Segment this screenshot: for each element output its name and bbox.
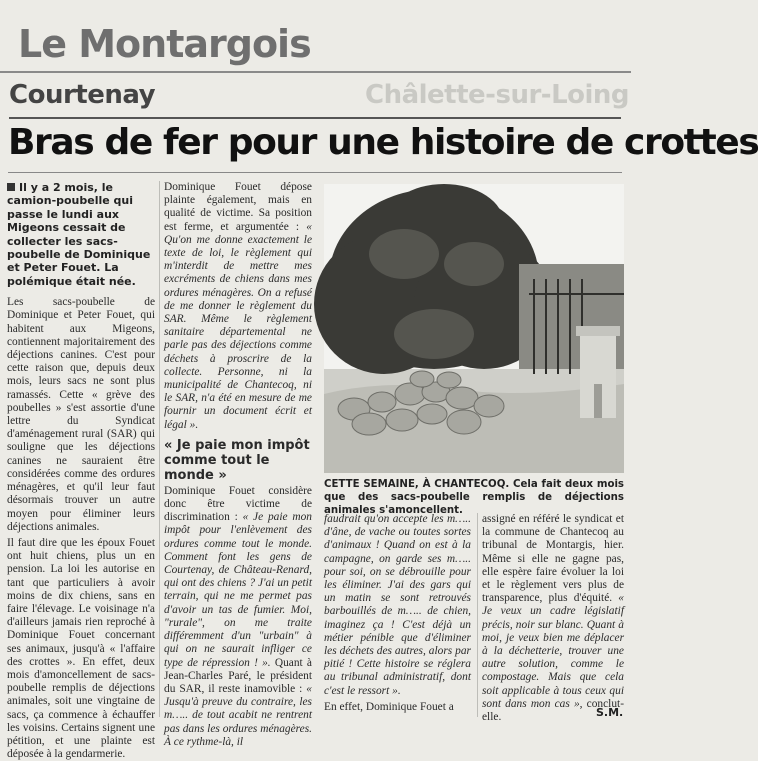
column-divider — [477, 513, 478, 717]
locality-heading: Courtenay — [9, 80, 156, 110]
article-column-4 — [482, 513, 624, 722]
article-photo — [324, 184, 624, 473]
section-rule — [0, 71, 631, 73]
column-divider — [159, 181, 160, 717]
article-column-1 — [7, 181, 155, 761]
locality-rule — [9, 117, 621, 119]
quote: « Je paie mon impôt pour l'enlèvement des ordures comme tout le monde. Comment font les gens de Courtenay, de Château-Renard, qui ont des chiens ? J'ai un petit terrain, qui ne me permet pas d'avoir un tas de fumier. Moi, "rurale", on me traite différemment d'un "urbain" à qui on ne saurait infliger ce type de répression ! ». — [164, 511, 312, 669]
quote: « Jusqu'à preuve du contraire, les m….. de tout acabit ne rentrent pas dans les ordures ménagères. À ce rythme-là, il — [164, 682, 312, 748]
article-headline: Bras de fer pour une histoire de crottes — [8, 122, 758, 163]
paragraph: Il faut dire que les époux Fouet ont huit chiens, plus un en pension. La loi les autorise en tant que particuliers à avoir moins de dix chiens, sans en faire l'élevage. Le voisinage n'a d'ailleurs jamais rien reproché à Dominique Fouet concernant ses animaux, jusqu'à « l'affaire des crottes ». En effet, deux mois d'amoncellement de sacs-poubelle remplis de déjections animales, soit une vingtaine de sacs, ça commence à échauffer les voisins. Certains signent une pétition, et une plainte est déposée à la gendarmerie. — [7, 536, 155, 761]
author-signature: S.M. — [596, 706, 624, 719]
photo-caption: CETTE SEMAINE, À CHANTECOQ. Cela fait deux mois que des sacs-poubelle remplis de déjections animales s'amoncellent. — [324, 479, 624, 516]
section-title: Le Montargois — [18, 22, 311, 66]
paragraph: assigné en référé le syndicat et la commune de Chantecoq au tribunal de Montargis, hier. Même si elle ne gagne pas, elle espère faire évoluer la loi et le règlement vers plus de transparence, plus d'équité. « Je veux un cadre législatif précis, noir sur blanc. Quant à moi, je veux bien me déplacer à la déchetterie, trouver une autre solution, comme le compostage. Mais que cela soit applicable à tous ceux qui sont dans mon cas », conclut-elle. — [482, 513, 624, 724]
paragraph: faudrait qu'on accepte les m….. d'âne, de vache ou toutes sortes d'animaux ! Quand on est à la campagne, on garde ses m….. pour soi, on se débrouille pour les éliminer. J'ai des gars qui un matin se sont retrouvés barbouillés de m….. de chien, imaginez ça ! C'est déjà un métier pénible que d'éliminer les déchets des autres, alors par pitié ! Cette histoire se réglera au tribunal administratif, dont c'est le ressort ». — [324, 513, 471, 697]
lead-text: Il y a 2 mois, le camion-poubelle qui passe le lundi aux Migeons cessait de collecter les sacs-poubelle de Dominique et Peter Fouet. La polémique était née. — [7, 181, 151, 288]
bullet-square-icon — [7, 183, 15, 191]
quote: « Qu'on me donne exactement le texte de loi, le règlement qui m'interdit de mettre mes excréments de chiens dans mes ordures ménagères. On a refusé de me donner le règlement du SAR. Même le règlement sanitaire départemental ne parle pas des déjections comme déchets à proscrire de la collecte. Personne, ni la municipalité de Chantecoq, ni le SAR, n'a été en mesure de me fournir un document écrit et légal ». — [164, 220, 312, 431]
article-column-2 — [164, 181, 312, 748]
paragraph: Dominique Fouet considère donc être victime de discrimination : « Je paie mon impôt pour l'enlèvement des ordures comme tout le monde. Comment font les gens de Courtenay, de Château-Renard, qui ont des chiens ? J'ai un petit terrain, qui ne me permet pas d'avoir un tas de fumier. Moi, "rurale", on me traite différemment d'un "urbain" à qui on ne saurait infliger ce type de répression ! ». Quant à Jean-Charles Paré, le président du SAR, il reste inamovible : « Jusqu'à preuve du contraire, les m….. de tout acabit ne rentrent pas dans les ordures ménagères. À ce rythme-là, il — [164, 484, 312, 748]
quote: « Je veux un cadre législatif précis, noir sur blanc. Quant à moi, je veux bien me déplacer à la déchetterie, trouver une autre solution, comme le compostage. Mais que cela soit applicable à tous ceux qui sont dans mon cas », — [482, 592, 624, 710]
paragraph: Dominique Fouet dépose plainte également, mais en qualité de victime. Sa position est ferme, et argumentée : « Qu'on me donne exactement le texte de loi, le règlement qui m'interdit de mettre mes excréments de chiens dans mes ordures ménagères. On a refusé de me donner le règlement du SAR. Même le règlement sanitaire départemental ne parle pas des déjections comme déchets à proscrire de la collecte. Personne, ni la municipalité de Chantecoq, ni le SAR, n'a été en mesure de me fournir un document écrit et légal ». — [164, 181, 312, 431]
headline-rule — [8, 172, 622, 173]
paragraph: En effet, Dominique Fouet a — [324, 700, 454, 713]
article-column-3 — [324, 513, 471, 722]
article-lead — [7, 181, 155, 288]
photo-illustration — [324, 184, 624, 473]
article-subhead: « Je paie mon impôt comme tout le monde » — [164, 437, 310, 483]
show-through-heading: Châlette-sur-Loing — [365, 80, 630, 110]
paragraph: Les sacs-poubelle de Dominique et Peter Fouet, qui habitent aux Migeons, contiennent majoritairement des déjections canines. C'est pour cette raison que, depuis deux mois, leurs sacs ne sont plus ramassés. Cette « grève des poubelles » s'est assortie d'une lettre du Syndicat d'aménagement rural (SAR) qui souligne que les déjections canines ne sauraient être considérées comme des ordures ménagères, et qu'il leur faut désormais trouver un autre moyen pour éliminer leurs déjections animales. — [7, 296, 155, 533]
